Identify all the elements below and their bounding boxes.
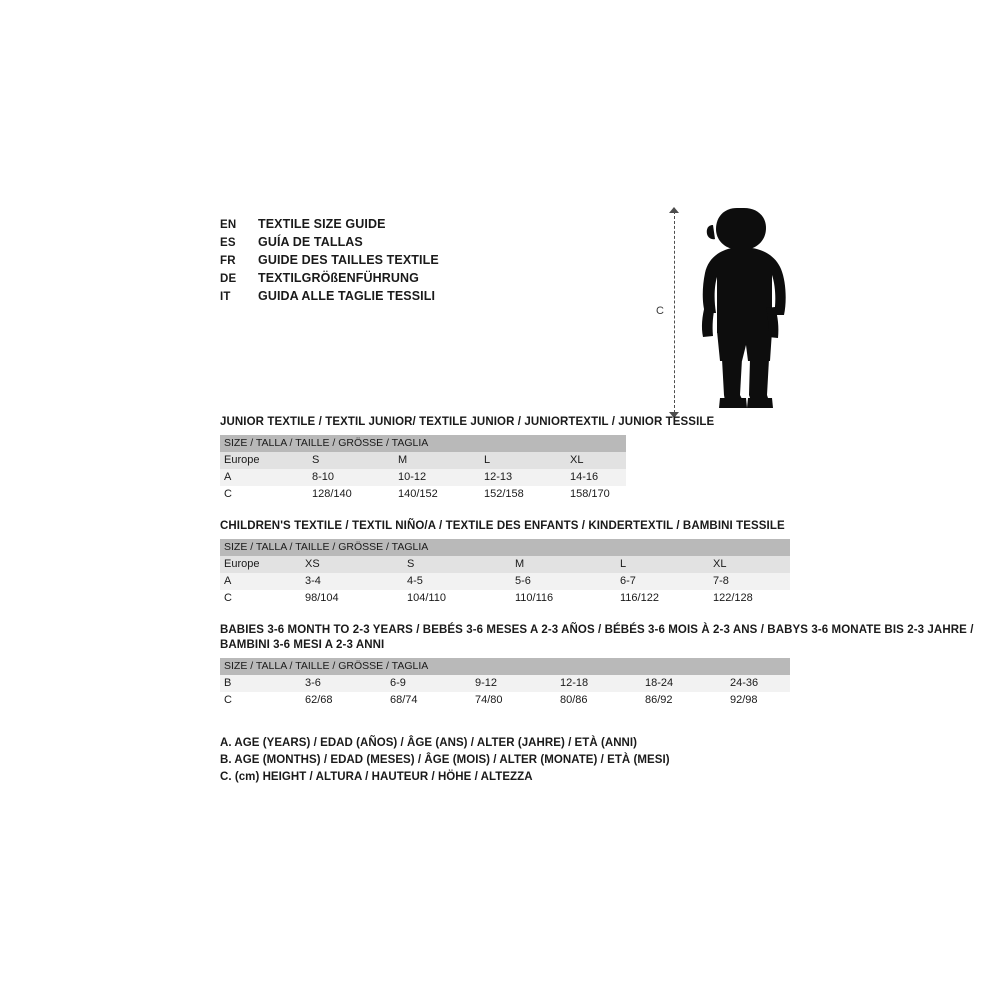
row-label: A [220,469,312,486]
height-measurement-figure [650,205,800,420]
children-size-table [220,539,790,607]
row-label: B [220,675,305,692]
language-title: GUÍA DE TALLAS [258,235,363,249]
cell: 6-7 [620,573,713,590]
cell: 3-4 [305,573,407,590]
table-band-row [220,539,790,556]
table-header-row [220,452,626,469]
cell: 9-12 [475,675,560,692]
language-row [220,215,640,233]
cell: 128/140 [312,486,398,503]
column-header: XS [305,556,407,573]
table-band-row [220,658,790,675]
section-junior-textile [220,415,714,503]
column-header: XL [713,556,790,573]
cell: 80/86 [560,692,645,709]
cell: 74/80 [475,692,560,709]
table-row [220,692,790,709]
column-header: Europe [220,452,312,469]
table-row [220,590,790,607]
table-row [220,573,790,590]
table-band-label: SIZE / TALLA / TAILLE / GRÖSSE / TAGLIA [220,658,790,675]
cell: 3-6 [305,675,390,692]
column-header: M [515,556,620,573]
cell: 92/98 [730,692,790,709]
cell: 6-9 [390,675,475,692]
language-row [220,251,640,269]
legend-note-c: C. (cm) HEIGHT / ALTURA / HAUTEUR / HÖHE / ALTEZZA [220,771,533,783]
cell: 68/74 [390,692,475,709]
language-code: ES [220,237,236,249]
cell: 8-10 [312,469,398,486]
legend-note-b: B. AGE (MONTHS) / EDAD (MESES) / ÂGE (MOIS) / ALTER (MONATE) / ETÀ (MESI) [220,754,670,766]
section-childrens-textile [220,519,790,607]
column-header: Europe [220,556,305,573]
language-code: DE [220,273,237,285]
cell: 116/122 [620,590,713,607]
cell: 86/92 [645,692,730,709]
column-header: L [484,452,570,469]
row-label: C [220,590,305,607]
measurement-label-c: C [656,305,664,317]
cell: 10-12 [398,469,484,486]
row-label: C [220,692,305,709]
table-band-row [220,435,626,452]
junior-size-table [220,435,626,503]
section-title: CHILDREN'S TEXTILE / TEXTIL NIÑO/A / TEXTILE DES ENFANTS / KINDERTEXTIL / BAMBINI TESSILE [220,520,785,532]
babies-size-table [220,658,790,709]
language-row [220,233,640,251]
legend-note-a: A. AGE (YEARS) / EDAD (AÑOS) / ÂGE (ANS) / ALTER (JAHRE) / ETÀ (ANNI) [220,737,638,749]
section-title: BABIES 3-6 MONTH TO 2-3 YEARS / BEBÉS 3-6 MESES A 2-3 AÑOS / BÉBÉS 3-6 MOIS À 2-3 ANS / BABYS 3-6 MONATE BIS 2-3 JAHRE / BAMBINI 3-6 MESI A 2-3 ANNI [220,624,974,651]
child-silhouette-icon [680,205,800,415]
cell: 104/110 [407,590,515,607]
column-header: S [407,556,515,573]
language-title: GUIDE DES TAILLES TEXTILE [258,253,439,267]
cell: 62/68 [305,692,390,709]
cell: 122/128 [713,590,790,607]
row-label: C [220,486,312,503]
cell: 18-24 [645,675,730,692]
column-header: S [312,452,398,469]
cell: 140/152 [398,486,484,503]
legend-notes [220,735,670,786]
table-row [220,469,626,486]
language-title-block [220,215,640,305]
table-row [220,486,626,503]
table-header-row [220,556,790,573]
table-row [220,675,790,692]
column-header: XL [570,452,626,469]
column-header: L [620,556,713,573]
language-row [220,287,640,305]
language-code: FR [220,255,236,267]
language-row [220,269,640,287]
cell: 98/104 [305,590,407,607]
language-code: EN [220,219,237,231]
language-code: IT [220,291,231,303]
section-title: JUNIOR TEXTILE / TEXTIL JUNIOR/ TEXTILE JUNIOR / JUNIORTEXTIL / JUNIOR TESSILE [220,416,715,428]
language-title: GUIDA ALLE TAGLIE TESSILI [258,289,436,303]
cell: 12-13 [484,469,570,486]
cell: 158/170 [570,486,626,503]
arrow-up-icon [669,207,679,213]
cell: 12-18 [560,675,645,692]
table-band-label: SIZE / TALLA / TAILLE / GRÖSSE / TAGLIA [220,539,790,556]
cell: 14-16 [570,469,626,486]
measurement-dashed-line [674,211,675,413]
cell: 152/158 [484,486,570,503]
language-title: TEXTILGRÖßENFÜHRUNG [258,271,419,285]
row-label: A [220,573,305,590]
cell: 110/116 [515,590,620,607]
table-band-label: SIZE / TALLA / TAILLE / GRÖSSE / TAGLIA [220,435,626,452]
cell: 7-8 [713,573,790,590]
section-babies-textile [220,623,1000,709]
language-title: TEXTILE SIZE GUIDE [258,217,386,231]
column-header: M [398,452,484,469]
cell: 5-6 [515,573,620,590]
cell: 4-5 [407,573,515,590]
cell: 24-36 [730,675,790,692]
